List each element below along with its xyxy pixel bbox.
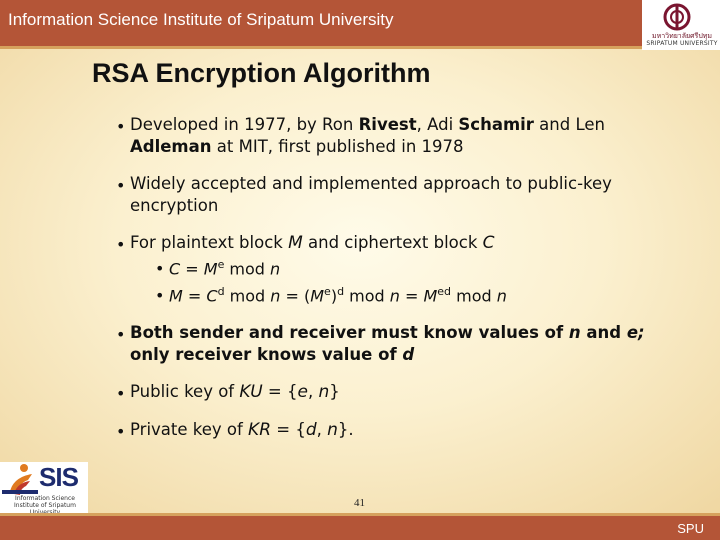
logo-caption-english: SRIPATUM UNIVERSITY: [646, 40, 718, 47]
text: mod: [224, 286, 271, 306]
sub-bullet-marker: •: [155, 259, 165, 279]
bullet-marker: •: [116, 176, 126, 195]
name-adleman: Adleman: [130, 137, 212, 156]
text: ,: [307, 382, 319, 401]
text: Private key of: [130, 420, 249, 439]
text: ): [330, 286, 338, 306]
text: = {: [271, 420, 306, 439]
text: and ciphertext block: [302, 233, 483, 252]
formula-encrypt: [155, 258, 280, 278]
var: n: [389, 286, 400, 306]
sub-bullet-marker: •: [155, 286, 165, 306]
header-title: Information Science Institute of Sripatum University: [8, 10, 394, 29]
text: mod: [344, 286, 390, 306]
var-m: M: [288, 233, 303, 253]
header-divider: [0, 46, 642, 49]
bullet-knowledge: [130, 322, 690, 366]
var: n: [270, 259, 281, 279]
exponent: e: [324, 285, 331, 298]
university-seal-icon: [660, 3, 694, 31]
text: For plaintext block: [130, 233, 289, 252]
slide-title: RSA Encryption Algorithm: [92, 58, 431, 88]
var-n: n: [568, 323, 581, 342]
var-c: C: [482, 233, 495, 253]
var-e: e: [297, 382, 308, 402]
var: M: [169, 286, 183, 306]
exponent: d: [217, 285, 225, 298]
bullet-private-key: [130, 419, 690, 441]
logo-caption-thai: มหาวิทยาลัยศรีปทุม: [651, 32, 712, 40]
var: n: [496, 286, 507, 306]
footer-bar: [0, 516, 720, 540]
isis-figure-icon: [2, 462, 38, 496]
exponent: e: [217, 258, 225, 271]
isis-wordmark: SIS: [39, 462, 78, 492]
text: only receiver knows value of: [130, 345, 403, 364]
text: = (: [280, 286, 311, 306]
var-d: d: [402, 345, 415, 364]
bullet-adoption: Widely accepted and implemented approach to public-key encryption: [130, 174, 612, 215]
text: Both sender and receiver must know values of: [130, 323, 569, 342]
bullet-marker: •: [116, 117, 126, 136]
var-kr: KR: [248, 420, 272, 440]
var-e: e;: [626, 323, 645, 342]
bullet-public-key: [130, 381, 690, 403]
text: mod: [451, 286, 497, 306]
text: ,: [316, 420, 328, 439]
text: mod: [224, 259, 271, 279]
var: M: [310, 286, 325, 306]
var: C: [169, 259, 181, 279]
isis-caption: Information Science Institute of Sripatum: [14, 495, 76, 509]
var-n: n: [318, 382, 330, 402]
bullet-marker: •: [116, 384, 126, 403]
bullet-marker: •: [116, 325, 126, 344]
var-n: n: [327, 420, 338, 440]
page-number: 41: [354, 497, 365, 509]
text: and Len: [533, 115, 605, 134]
formula-decrypt: [155, 285, 507, 305]
var-d: d: [305, 420, 317, 440]
text: }.: [337, 420, 354, 439]
exponent: ed: [437, 285, 452, 298]
text: Developed in 1977, by Ron: [130, 115, 359, 134]
var: M: [423, 286, 438, 306]
exponent: d: [337, 285, 345, 298]
text: =: [182, 286, 207, 306]
bullet-history: [130, 114, 690, 158]
text: }: [329, 382, 340, 401]
var-ku: KU: [239, 382, 263, 402]
bullet-marker: •: [116, 422, 126, 441]
var: n: [270, 286, 281, 306]
text: =: [180, 259, 204, 279]
text: = {: [262, 382, 298, 401]
var: M: [203, 259, 218, 279]
footer-org: SPU: [677, 521, 704, 536]
text: and: [580, 323, 627, 342]
text: at MIT, first published in 1978: [211, 137, 464, 156]
text: =: [399, 286, 424, 306]
text: , Adi: [416, 115, 459, 134]
name-rivest: Rivest: [358, 115, 417, 134]
bullet-marker: •: [116, 235, 126, 254]
name-schamir: Schamir: [458, 115, 534, 134]
bullet-blocks: [130, 232, 690, 254]
var: C: [206, 286, 218, 306]
text: Public key of: [130, 382, 240, 401]
